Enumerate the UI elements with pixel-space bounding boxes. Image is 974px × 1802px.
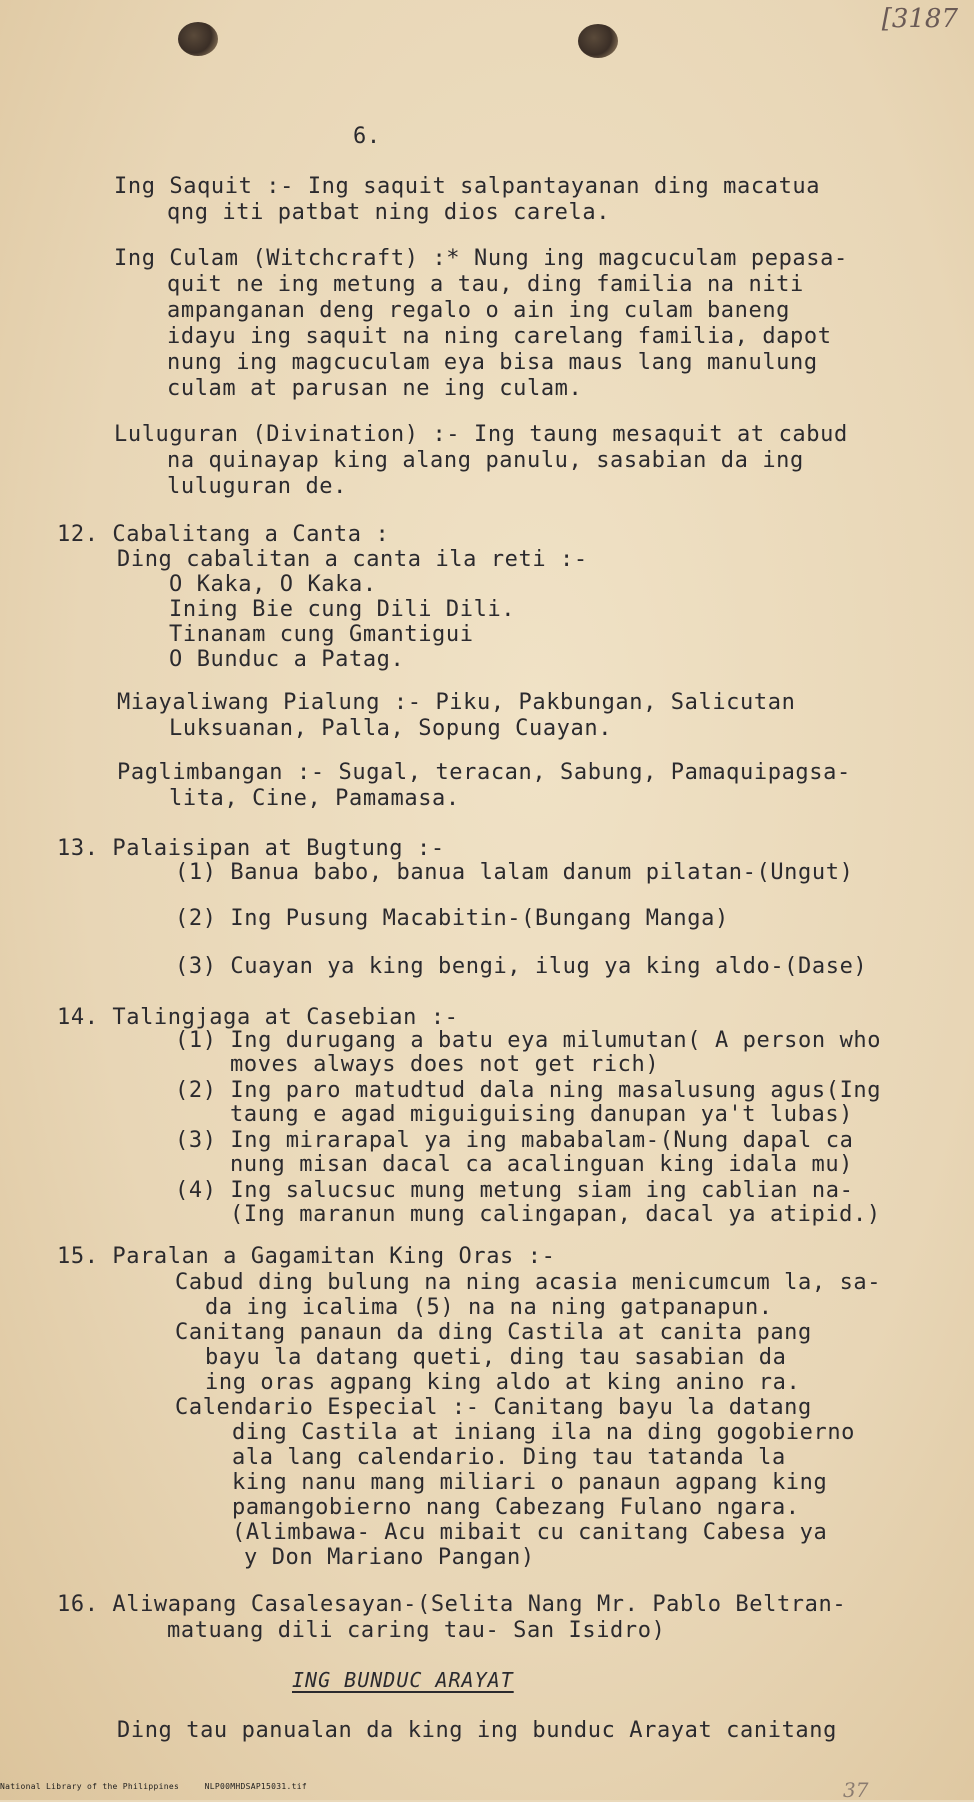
bottom-mark: 37 xyxy=(843,1778,869,1802)
text-line: (2) Ing Pusung Macabitin-(Bungang Manga) xyxy=(175,906,729,931)
text-line: Calendario Especial :- Canitang bayu la datang xyxy=(175,1395,812,1420)
text-line: pamangobierno nang Cabezang Fulano ngara. xyxy=(232,1495,800,1520)
section-heading: 16. Aliwapang Casalesayan-(Selita Nang Mr. Pablo Beltran- xyxy=(57,1592,847,1617)
text-line: moves always does not get rich) xyxy=(230,1052,660,1077)
text-line: ala lang calendario. Ding tau tatanda la xyxy=(232,1445,786,1470)
text-line: Ing Culam (Witchcraft) :* Nung ing magcuculam pepasa- xyxy=(114,246,848,271)
text-line: (3) Cuayan ya king bengi, ilug ya king aldo-(Dase) xyxy=(175,954,868,979)
text-line: quit ne ing metung a tau, ding familia na niti xyxy=(167,272,804,297)
text-line: (1) Banua babo, banua lalam danum pilatan-(Ungut) xyxy=(175,860,854,885)
text-line: O Bunduc a Patag. xyxy=(169,647,405,672)
text-line: (Alimbawa- Acu mibait cu canitang Cabesa ya xyxy=(232,1520,828,1545)
text-line: (1) Ing durugang a batu eya milumutan( A person who xyxy=(175,1028,882,1053)
text-line: qng iti patbat ning dios carela. xyxy=(167,200,611,225)
text-line: bayu la datang queti, ding tau sasabian da xyxy=(205,1345,787,1370)
section-heading: 15. Paralan a Gagamitan King Oras :- xyxy=(57,1244,556,1269)
section-heading: 14. Talingjaga at Casebian :- xyxy=(57,1005,459,1030)
punch-hole xyxy=(578,24,618,58)
text-line: culam at parusan ne ing culam. xyxy=(167,376,583,401)
text-line: Canitang panaun da ding Castila at canita pang xyxy=(175,1320,812,1345)
text-line: nung ing magcuculam eya bisa maus lang manulung xyxy=(167,350,818,375)
text-line: (Ing maranun mung calingapan, dacal ya atipid.) xyxy=(230,1202,881,1227)
text-line: nung misan dacal ca acalinguan king idala mu) xyxy=(230,1152,854,1177)
text-line: Paglimbangan :- Sugal, teracan, Sabung, Pamaquipagsa- xyxy=(117,760,851,785)
punch-hole xyxy=(178,22,218,56)
section-heading: 12. Cabalitang a Canta : xyxy=(57,522,390,547)
text-line: Ding tau panualan da king ing bunduc Arayat canitang xyxy=(117,1718,837,1743)
text-line: Tinanam cung Gmantigui xyxy=(169,622,474,647)
text-line: matuang dili caring tau- San Isidro) xyxy=(167,1618,666,1643)
text-line: idayu ing saquit na ning carelang familia, dapot xyxy=(167,324,832,349)
text-line: na quinayap king alang panulu, sasabian da ing xyxy=(167,448,804,473)
text-line: (3) Ing mirarapal ya ing mababalam-(Nung dapal ca xyxy=(175,1128,854,1153)
text-line: Miayaliwang Pialung :- Piku, Pakbungan, Salicutan xyxy=(117,690,796,715)
text-line: O Kaka, O Kaka. xyxy=(169,572,377,597)
text-line: ampanganan deng regalo o ain ing culam baneng xyxy=(167,298,791,323)
text-line: y Don Mariano Pangan) xyxy=(244,1545,535,1570)
text-line: Luksuanan, Palla, Sopung Cuayan. xyxy=(169,716,613,741)
text-line: da ing icalima (5) na na ning gatpanapun. xyxy=(205,1295,773,1320)
text-line: king nanu mang miliari o panaun agpang king xyxy=(232,1470,828,1495)
section-title: ING BUNDUC ARAYAT xyxy=(292,1668,514,1692)
handwritten-annotation: [3187 xyxy=(881,4,958,34)
text-line: Luluguran (Divination) :- Ing taung mesaquit at cabud xyxy=(114,422,848,447)
archive-footer: National Library of the Philippines NLP00MHDSAP15031.tif xyxy=(0,1782,307,1791)
text-line: lita, Cine, Pamamasa. xyxy=(169,786,460,811)
page-number: 6. xyxy=(353,124,381,149)
text-line: Cabud ding bulung na ning acasia menicumcum la, sa- xyxy=(175,1270,882,1295)
section-heading: 13. Palaisipan at Bugtung :- xyxy=(57,836,445,861)
text-line: ing oras agpang king aldo at king anino ra. xyxy=(205,1370,801,1395)
text-line: Ding cabalitan a canta ila reti :- xyxy=(117,547,588,572)
text-line: Ing Saquit :- Ing saquit salpantayanan ding macatua xyxy=(114,174,821,199)
text-line: (4) Ing salucsuc mung metung siam ing cablian na- xyxy=(175,1178,854,1203)
text-line: (2) Ing paro matudtud dala ning masalusung agus(Ing xyxy=(175,1078,882,1103)
text-line: ding Castila at iniang ila na ding gogobierno xyxy=(232,1420,856,1445)
text-line: luluguran de. xyxy=(167,474,347,499)
text-line: taung e agad miguiguising danupan ya't lubas) xyxy=(230,1102,854,1127)
text-line: Ining Bie cung Dili Dili. xyxy=(169,597,516,622)
